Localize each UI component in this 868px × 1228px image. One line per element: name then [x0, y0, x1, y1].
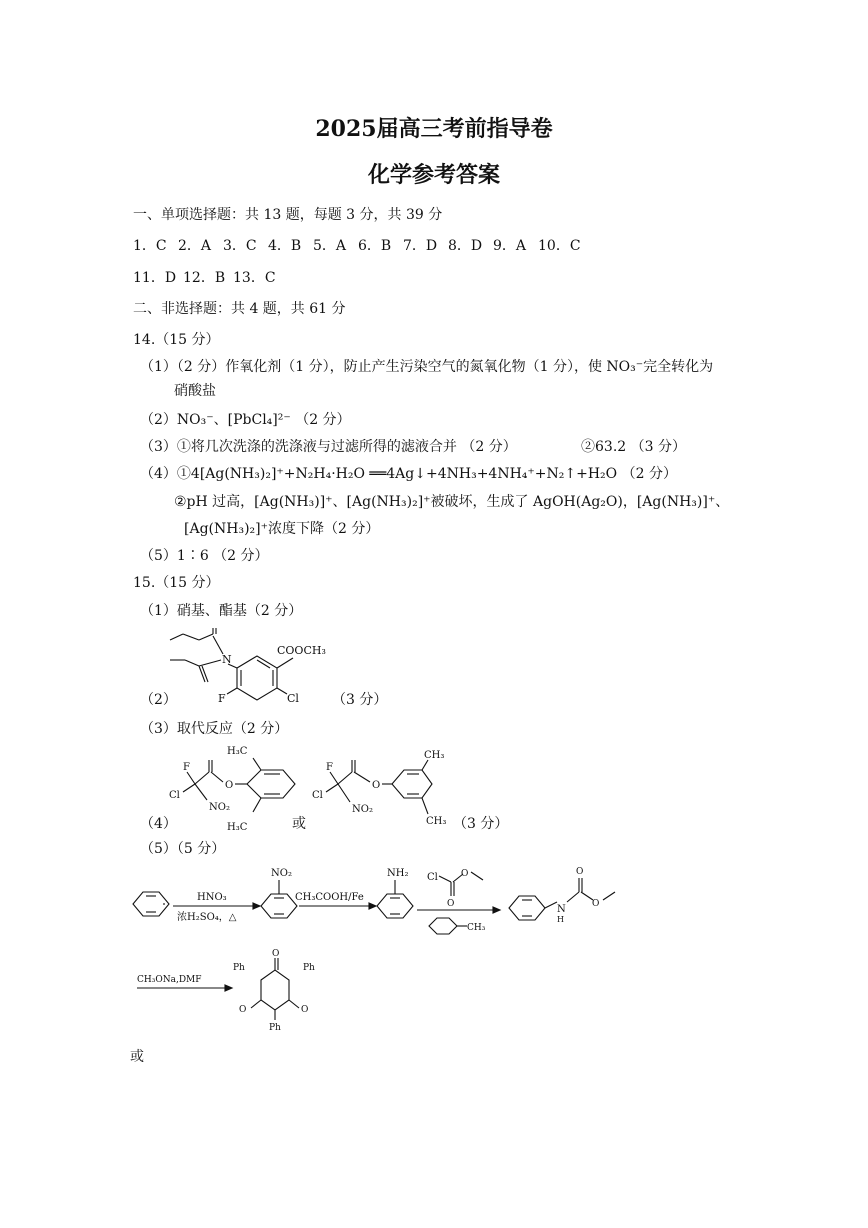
answer: 3．C — [223, 238, 257, 254]
ester-label: COOCH₃ — [277, 644, 326, 657]
answer: 12．B — [183, 270, 226, 286]
methyl-label: H₃C — [227, 822, 248, 832]
answer: 5．A — [313, 238, 347, 254]
tail-or: 或 — [130, 1049, 144, 1065]
q15-part3: （3）取代反应（2 分） — [140, 721, 289, 737]
answer: 11．D — [133, 270, 177, 286]
answer: 10．C — [538, 238, 581, 254]
oxygen-label: O — [372, 780, 381, 791]
fluorine-label: F — [183, 762, 190, 773]
nitro-label: NO₂ — [352, 804, 373, 815]
q14-part1-line1: （1）（2 分）作氧化剂（1 分），防止产生污染空气的氮氧化物（1 分），使 NO₃⁻完全转化为 — [140, 359, 714, 375]
q14-part2: （2）NO₃⁻、[PbCl₄]²⁻ （2 分） — [140, 412, 351, 428]
q15-part4-or: 或 — [292, 816, 306, 832]
amino-label: NH₂ — [387, 868, 409, 879]
q15-part4-label: （4） — [140, 816, 177, 832]
q14-part3a: （3）①将几次洗涤的洗涤液与过滤所得的滤液合并 （2 分） — [140, 439, 517, 455]
q14-header: 14.（15 分） — [133, 332, 220, 348]
reagent-label: 浓H₂SO₄，△ — [177, 912, 237, 923]
methyl-label: CH₃ — [426, 816, 447, 827]
page-title: 2025届高三考前指导卷 — [315, 116, 553, 142]
phenyl-label: Ph — [233, 963, 245, 973]
q15-part4-structure-a — [165, 740, 305, 832]
nitro-label: NO₂ — [209, 802, 230, 813]
phenyl-label: Ph — [269, 1023, 281, 1033]
chlorine-label: Cl — [287, 692, 299, 705]
nitrogen-label: N — [222, 653, 232, 666]
q15-part2-score: （3 分） — [332, 692, 388, 708]
oxygen-label: O — [272, 949, 280, 959]
methyl-label: CH₃ — [467, 923, 486, 933]
page-subtitle: 化学参考答案 — [367, 162, 500, 188]
chlorine-label: Cl — [169, 790, 180, 801]
chlorine-label: Cl — [312, 790, 323, 801]
oxygen-label: O — [301, 1005, 309, 1015]
section2-heading: 二、非选择题：共 4 题，共 61 分 — [133, 301, 346, 317]
fluorine-label: F — [218, 692, 226, 705]
answers-row-2 — [133, 269, 283, 287]
oxygen-label: O — [239, 1005, 247, 1015]
oxygen-label: O — [592, 899, 600, 909]
hydrogen-label: H — [557, 915, 564, 924]
answer: 7．D — [403, 238, 438, 254]
answer: 6．B — [358, 238, 392, 254]
q15-part4-score: （3 分） — [453, 816, 509, 832]
oxygen-label: O — [461, 869, 469, 879]
oxygen-label: O — [447, 899, 455, 909]
reagent-label: CH₃ONa,DMF — [137, 975, 202, 985]
answer: 13．C — [233, 270, 276, 286]
answers-row-1 — [133, 237, 598, 255]
phenyl-label: Ph — [303, 963, 315, 973]
fluorine-label: F — [326, 762, 333, 773]
section1-heading: 一、单项选择题：共 13 题，每题 3 分，共 39 分 — [133, 207, 443, 223]
q14-part5: （5）1∶6 （2 分） — [140, 548, 269, 564]
answer: 1．C — [133, 238, 167, 254]
q15-header: 15.（15 分） — [133, 575, 220, 591]
answer: 2．A — [178, 238, 212, 254]
nitrogen-label: N — [557, 904, 566, 915]
synthesis-route — [125, 862, 685, 1042]
answer: 4．B — [268, 238, 302, 254]
q14-part4a: （4）①4[Ag(NH₃)₂]⁺+N₂H₄·H₂O ══4Ag↓+4NH₃+4NH₄⁺+N₂↑+H₂O （2 分） — [140, 466, 677, 482]
oxygen-label: O — [576, 867, 584, 877]
chlorine-label: Cl — [427, 872, 438, 883]
q15-part5: （5）（5 分） — [140, 841, 226, 857]
q14-part3b: ②63.2 （3 分） — [581, 439, 686, 455]
q15-part4-structure-b — [308, 746, 458, 836]
q14-part4b-line2: [Ag(NH₃)₂]⁺浓度下降（2 分） — [184, 521, 380, 537]
answer: 9．A — [493, 238, 527, 254]
oxygen-label: O — [225, 780, 234, 791]
methyl-label: CH₃ — [424, 750, 445, 761]
q14-part4b-line1: ②pH 过高，[Ag(NH₃)]⁺、[Ag(NH₃)₂]⁺被破坏，生成了 AgOH(Ag₂O)，[Ag(NH₃)]⁺、 — [174, 494, 730, 510]
methyl-label: H₃C — [227, 746, 248, 757]
reagent-label: HNO₃ — [197, 892, 227, 903]
q14-part1-line2: 硝酸盐 — [174, 383, 216, 399]
q15-part2-label: （2） — [140, 692, 177, 708]
reagent-label: CH₃COOH/Fe — [295, 892, 364, 903]
q15-part1: （1）硝基、酯基（2 分） — [140, 603, 303, 619]
nitro-label: NO₂ — [271, 868, 292, 879]
answer: 8．D — [448, 238, 483, 254]
